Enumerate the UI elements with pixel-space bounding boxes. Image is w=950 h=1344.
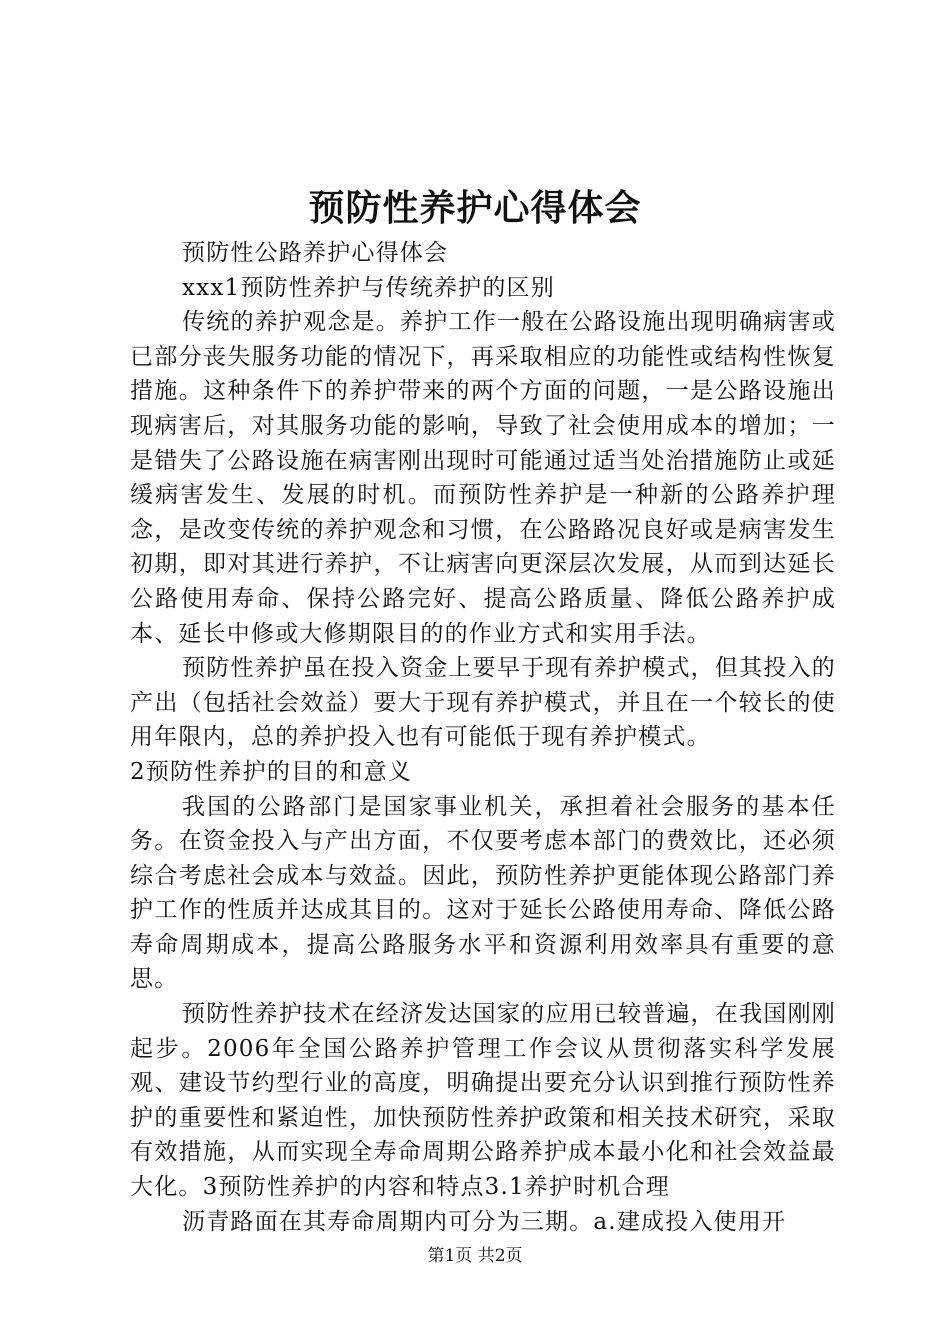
document-body (130, 236, 836, 1239)
document-title: 预防性养护心得体会 (308, 187, 642, 229)
paragraph-investment-comparison: 预防性养护虽在投入资金上要早于现有养护模式，但其投入的产出（包括社会效益）要大于现有养护模式，并且在一个较长的使用年限内，总的养护投入也有可能低于现有养护模式。 (130, 655, 836, 751)
paragraph-section-1-heading: xxx1预防性养护与传统养护的区别 (182, 274, 555, 301)
paragraph-technology-adoption: 预防性养护技术在经济发达国家的应用已较普遍，在我国刚刚起步。2006年全国公路养护管理工作会议从贯彻落实科学发展观、建设节约型行业的高度，明确提出要充分认识到推行预防性养护的重要性和紧迫性，加快预防性养护政策和相关技术研究，采取有效措施，从而实现全寿命周期公路养护成本最小化和社会效益最大化。3预防性养护的内容和特点3.1养护时机合理 (130, 1001, 836, 1201)
paragraph-subtitle: 预防性公路养护心得体会 (182, 240, 449, 266)
page-footer: 第1页 共2页 (427, 1246, 523, 1266)
paragraph-asphalt-lifecycle: 沥青路面在其寿命周期内可分为三期。a.建成投入使用开 (182, 1208, 787, 1235)
paragraph-section-2-heading: 2预防性养护的目的和意义 (130, 758, 413, 785)
paragraph-traditional-maintenance: 传统的养护观念是。养护工作一般在公路设施出现明确病害或已部分丧失服务功能的情况下，再采取相应的功能性或结构性恢复措施。这种条件下的养护带来的两个方面的问题，一是公路设施出现病害后，对其服务功能的影响，导致了社会使用成本的增加；一是错失了公路设施在病害刚出现时可能通过适当处治措施防止或延缓病害发生、发展的时机。而预防性养护是一种新的公路养护理念，是改变传统的养护观念和习惯，在公路路况良好或是病害发生初期，即对其进行养护，不让病害向更深层次发展，从而到达延长公路使用寿命、保持公路完好、提高公路质量、降低公路养护成本、延长中修或大修期限目的的作业方式和实用手法。 (130, 309, 836, 647)
paragraph-highway-department: 我国的公路部门是国家事业机关，承担着社会服务的基本任务。在资金投入与产出方面，不仅要考虑本部门的费效比，还必须综合考虑社会成本与效益。因此，预防性养护更能体现公路部门养护工作的性质并达成其目的。这对于延长公路使用寿命、降低公路寿命周期成本，提高公路服务水平和资源利用效率具有重要的意思。 (130, 793, 836, 993)
